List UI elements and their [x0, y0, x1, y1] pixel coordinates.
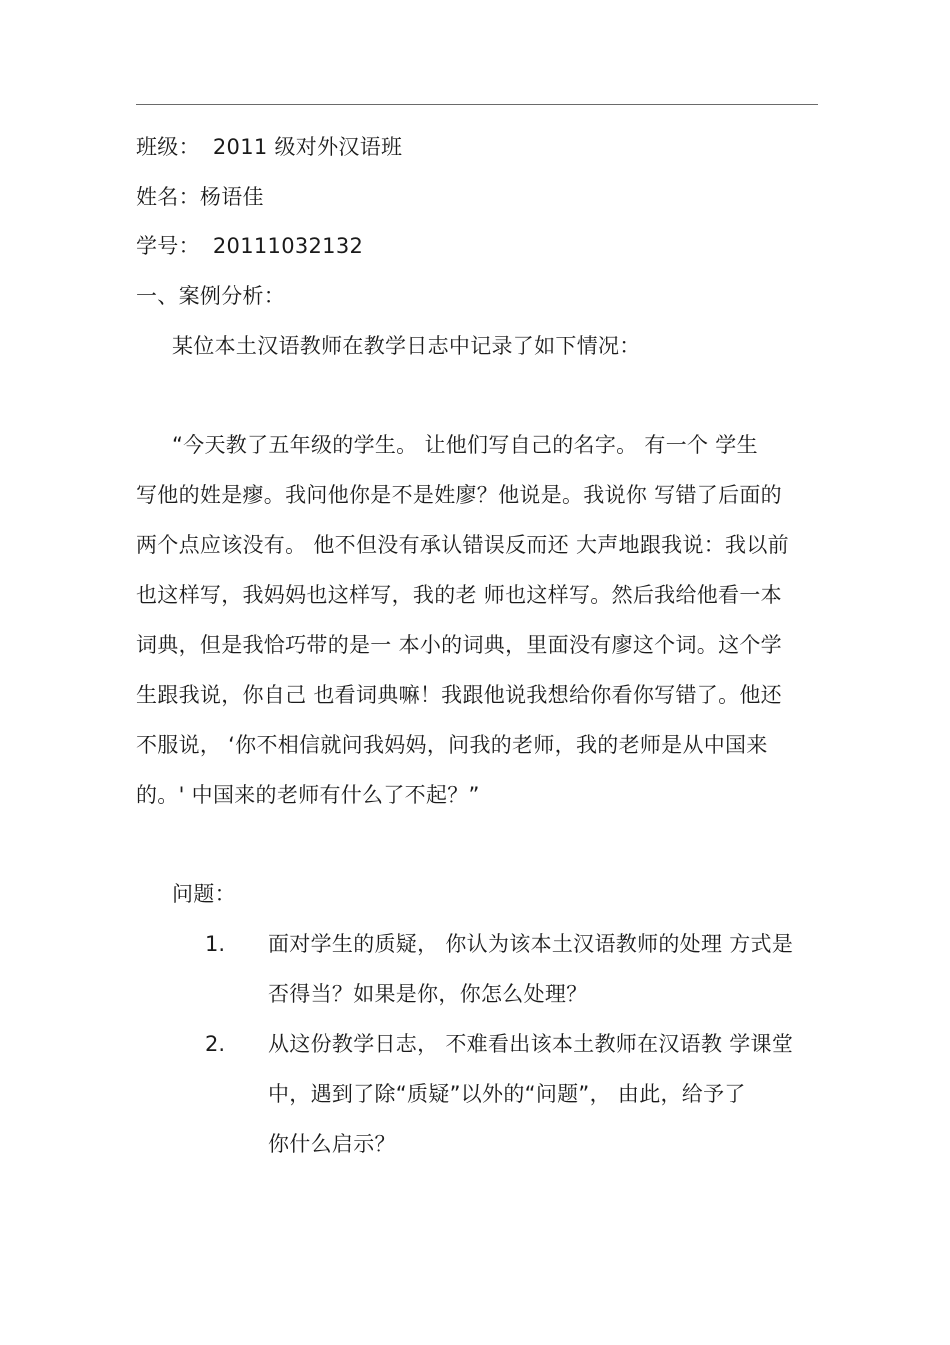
quote-line: “今天教了五年级的学生。 让他们写自己的名字。 有一个 学生	[172, 433, 758, 457]
section-title: 一、案例分析：	[136, 284, 286, 308]
question-line: 面对学生的质疑， 你认为该本土汉语教师的处理 方式是	[268, 932, 794, 956]
class-label: 班级：	[136, 135, 200, 159]
quote-line: 不服说， ‘你不相信就问我妈妈，问我的老师，我的老师是从中国来	[136, 733, 768, 757]
question-number: 1.	[205, 932, 226, 956]
quote-line: 也这样写，我妈妈也这样写，我的老 师也这样写。然后我给他看一本	[136, 583, 782, 607]
quote-line: 两个点应该没有。 他不但没有承认错误反而还 大声地跟我说：我以前	[136, 533, 789, 557]
question-line: 否得当？如果是你，你怎么处理？	[268, 982, 588, 1006]
question-line: 从这份教学日志， 不难看出该本土教师在汉语教 学课堂	[268, 1032, 794, 1056]
intro-paragraph: 某位本土汉语教师在教学日志中记录了如下情况：	[172, 334, 641, 358]
quote-line: 的。' 中国来的老师有什么了不起？”	[136, 783, 480, 807]
quote-line: 词典，但是我恰巧带的是一 本小的词典，里面没有廖这个词。这个学	[136, 633, 782, 657]
student-id-row	[136, 231, 363, 261]
quote-line: 写他的姓是瘳。我问他你是不是姓廖？他说是。我说你 写错了后面的	[136, 483, 782, 507]
question-line: 中，遇到了除“质疑”以外的“问题”， 由此，给予了	[268, 1082, 746, 1106]
student-id-value: 20111032132	[212, 234, 364, 258]
quote-line: 生跟我说，你自己 也看词典嘛！我跟他说我想给你看你写错了。他还	[136, 683, 782, 707]
class-value: 2011 级对外汉语班	[212, 135, 403, 159]
student-id-label: 学号：	[136, 234, 200, 258]
questions-title: 问题：	[172, 882, 236, 906]
header-divider	[136, 104, 818, 105]
question-number: 2.	[205, 1032, 226, 1056]
name-value: 杨语佳	[199, 185, 264, 209]
name-label: 姓名：	[136, 185, 200, 209]
name-row	[136, 182, 264, 212]
question-line: 你什么启示？	[268, 1132, 396, 1156]
class-row	[136, 132, 402, 162]
